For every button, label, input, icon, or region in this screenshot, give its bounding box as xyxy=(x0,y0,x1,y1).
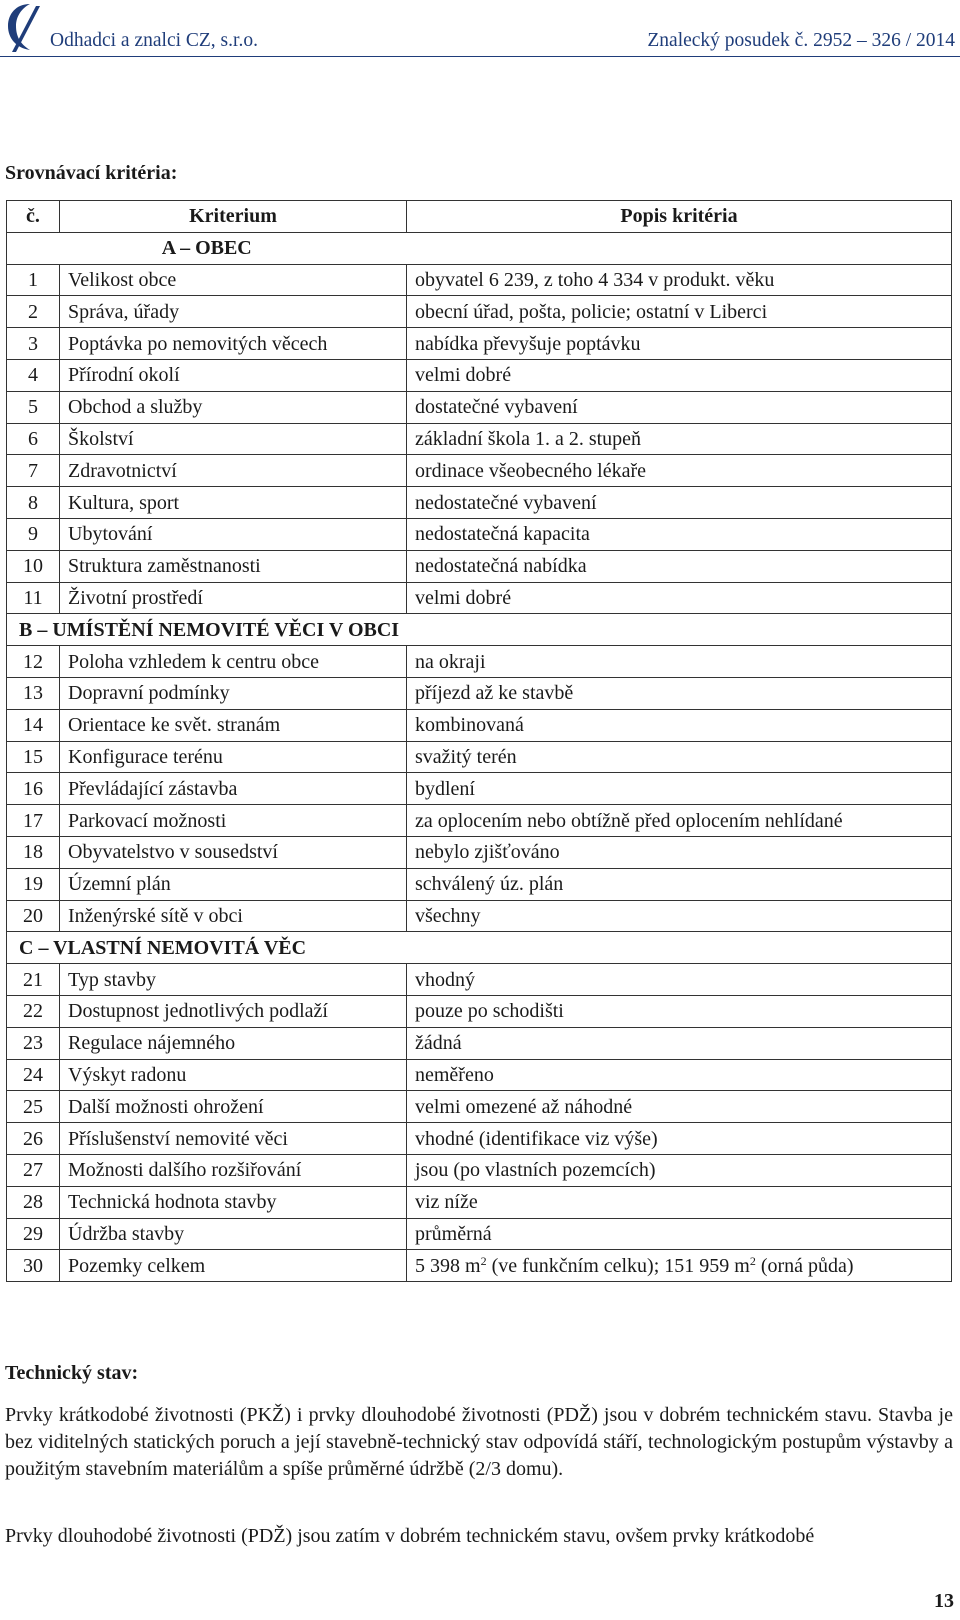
row-criterion: Výskyt radonu xyxy=(60,1059,407,1091)
row-description: obecní úřad, pošta, policie; ostatní v Liberci xyxy=(407,296,952,328)
row-criterion: Správa, úřady xyxy=(60,296,407,328)
row-criterion: Životní prostředí xyxy=(60,582,407,614)
row-criterion: Obyvatelstvo v sousedství xyxy=(60,836,407,868)
row-criterion: Inženýrské sítě v obci xyxy=(60,900,407,932)
row-description: velmi dobré xyxy=(407,582,952,614)
row-criterion: Možnosti dalšího rozšiřování xyxy=(60,1154,407,1186)
table-row xyxy=(7,773,952,805)
page-header xyxy=(0,0,960,58)
table-row xyxy=(7,518,952,550)
table-row xyxy=(7,582,952,614)
row-number: 13 xyxy=(7,677,60,709)
row-criterion: Přírodní okolí xyxy=(60,359,407,391)
table-row xyxy=(7,264,952,296)
table-row xyxy=(7,1059,952,1091)
table-row xyxy=(7,1250,952,1282)
row-description: dostatečné vybavení xyxy=(407,391,952,423)
row-description: všechny xyxy=(407,900,952,932)
header-number: č. xyxy=(7,201,60,233)
description-part: (ve funkčním celku); 151 959 m xyxy=(486,1254,750,1277)
header-criterion: Kriterium xyxy=(60,201,407,233)
row-criterion: Konfigurace terénu xyxy=(60,741,407,773)
company-logo-icon xyxy=(2,2,42,54)
row-number: 2 xyxy=(7,296,60,328)
header-divider xyxy=(0,56,960,57)
row-number: 22 xyxy=(7,995,60,1027)
section-c-title: C – VLASTNÍ NEMOVITÁ VĚC xyxy=(7,932,952,964)
row-criterion: Ubytování xyxy=(60,518,407,550)
row-number: 21 xyxy=(7,964,60,996)
row-criterion: Parkovací možnosti xyxy=(60,805,407,837)
company-name: Odhadci a znalci CZ, s.r.o. xyxy=(50,30,258,51)
row-description: průměrná xyxy=(407,1218,952,1250)
row-criterion: Regulace nájemného xyxy=(60,1027,407,1059)
row-number: 26 xyxy=(7,1123,60,1155)
row-description: vhodné (identifikace viz výše) xyxy=(407,1123,952,1155)
row-number: 29 xyxy=(7,1218,60,1250)
row-description: jsou (po vlastních pozemcích) xyxy=(407,1154,952,1186)
section-a-row xyxy=(7,232,952,264)
table-row xyxy=(7,805,952,837)
row-description: nedostatečné vybavení xyxy=(407,487,952,519)
row-number: 11 xyxy=(7,582,60,614)
table-row xyxy=(7,868,952,900)
row-description: žádná xyxy=(407,1027,952,1059)
table-row xyxy=(7,296,952,328)
technical-state-title: Technický stav: xyxy=(5,1362,139,1384)
row-description: příjezd až ke stavbě xyxy=(407,677,952,709)
table-row xyxy=(7,359,952,391)
row-number: 3 xyxy=(7,328,60,360)
row-description: nabídka převyšuje poptávku xyxy=(407,328,952,360)
row-criterion: Dostupnost jednotlivých podlaží xyxy=(60,995,407,1027)
table-row xyxy=(7,900,952,932)
row-criterion: Územní plán xyxy=(60,868,407,900)
row-number: 24 xyxy=(7,1059,60,1091)
row-criterion: Pozemky celkem xyxy=(60,1250,407,1282)
row-criterion: Velikost obce xyxy=(60,264,407,296)
header-description: Popis kritéria xyxy=(407,201,952,233)
row-number: 5 xyxy=(7,391,60,423)
row-description: velmi dobré xyxy=(407,359,952,391)
row-number: 25 xyxy=(7,1091,60,1123)
row-number: 20 xyxy=(7,900,60,932)
row-number: 4 xyxy=(7,359,60,391)
description-part: 5 398 m xyxy=(415,1254,481,1277)
table-row xyxy=(7,646,952,678)
superscript: 2 xyxy=(749,1253,756,1268)
row-number: 15 xyxy=(7,741,60,773)
section-b-title: B – UMÍSTĚNÍ NEMOVITÉ VĚCI V OBCI xyxy=(7,614,952,646)
row-criterion: Obchod a služby xyxy=(60,391,407,423)
row-number: 17 xyxy=(7,805,60,837)
row-number: 16 xyxy=(7,773,60,805)
row-description: na okraji xyxy=(407,646,952,678)
row-criterion: Údržba stavby xyxy=(60,1218,407,1250)
row-description: kombinovaná xyxy=(407,709,952,741)
section-c-row xyxy=(7,932,952,964)
row-description xyxy=(407,1250,952,1282)
row-criterion: Kultura, sport xyxy=(60,487,407,519)
table-row xyxy=(7,1091,952,1123)
table-row xyxy=(7,709,952,741)
row-criterion: Typ stavby xyxy=(60,964,407,996)
row-number: 27 xyxy=(7,1154,60,1186)
row-description: viz níže xyxy=(407,1186,952,1218)
row-criterion: Školství xyxy=(60,423,407,455)
table-row xyxy=(7,455,952,487)
row-number: 6 xyxy=(7,423,60,455)
row-description: nebylo zjišťováno xyxy=(407,836,952,868)
row-number: 23 xyxy=(7,1027,60,1059)
row-number: 10 xyxy=(7,550,60,582)
row-description: nedostatečná kapacita xyxy=(407,518,952,550)
table-row xyxy=(7,995,952,1027)
report-number: Znalecký posudek č. 2952 – 326 / 2014 xyxy=(647,30,955,51)
table-row xyxy=(7,391,952,423)
row-criterion: Převládající zástavba xyxy=(60,773,407,805)
row-description: schválený úz. plán xyxy=(407,868,952,900)
row-description: základní škola 1. a 2. stupeň xyxy=(407,423,952,455)
paragraph-2: Prvky dlouhodobé životnosti (PDŽ) jsou zatím v dobrém technickém stavu, ovšem prvky krátkodobé xyxy=(5,1525,815,1547)
row-number: 9 xyxy=(7,518,60,550)
row-description: velmi omezené až náhodné xyxy=(407,1091,952,1123)
row-criterion: Orientace ke svět. stranám xyxy=(60,709,407,741)
row-description: za oplocením nebo obtížně před oplocením nehlídané xyxy=(407,805,952,837)
table-row xyxy=(7,741,952,773)
table-row xyxy=(7,1186,952,1218)
table-row xyxy=(7,550,952,582)
row-number: 12 xyxy=(7,646,60,678)
row-description: pouze po schodišti xyxy=(407,995,952,1027)
row-criterion: Technická hodnota stavby xyxy=(60,1186,407,1218)
table-row xyxy=(7,1218,952,1250)
table-header-row xyxy=(7,201,952,233)
table-row xyxy=(7,964,952,996)
table-row xyxy=(7,677,952,709)
row-description: nedostatečná nabídka xyxy=(407,550,952,582)
row-criterion: Poptávka po nemovitých věcech xyxy=(60,328,407,360)
row-number: 18 xyxy=(7,836,60,868)
section-a-title: A – OBEC xyxy=(7,232,407,264)
row-description: bydlení xyxy=(407,773,952,805)
row-number: 1 xyxy=(7,264,60,296)
row-criterion: Struktura zaměstnanosti xyxy=(60,550,407,582)
row-criterion: Příslušenství nemovité věci xyxy=(60,1123,407,1155)
row-description: obyvatel 6 239, z toho 4 334 v produkt. věku xyxy=(407,264,952,296)
paragraph-1: Prvky krátkodobé životnosti (PKŽ) i prvky dlouhodobé životnosti (PDŽ) jsou v dobrém technickém stavu. Stavba je bez viditelných statických poruch a její stavebně-technický stav odpovídá stáří, technologickým postupům výstavby a použitým stavebním materiálům a spíše průměrné údržbě (2/3 domu). xyxy=(5,1404,953,1480)
criteria-table xyxy=(6,200,952,1282)
row-number: 30 xyxy=(7,1250,60,1282)
criteria-title: Srovnávací kritéria: xyxy=(5,162,178,184)
table-row xyxy=(7,1154,952,1186)
row-description: ordinace všeobecného lékaře xyxy=(407,455,952,487)
superscript: 2 xyxy=(480,1253,487,1268)
row-number: 7 xyxy=(7,455,60,487)
row-description: vhodný xyxy=(407,964,952,996)
table-row xyxy=(7,1027,952,1059)
table-row xyxy=(7,487,952,519)
row-description: svažitý terén xyxy=(407,741,952,773)
row-number: 14 xyxy=(7,709,60,741)
description-part: (orná půda) xyxy=(755,1254,854,1277)
row-number: 19 xyxy=(7,868,60,900)
section-b-row xyxy=(7,614,952,646)
table-row xyxy=(7,423,952,455)
table-row xyxy=(7,1123,952,1155)
table-row xyxy=(7,328,952,360)
row-criterion: Dopravní podmínky xyxy=(60,677,407,709)
row-description: neměřeno xyxy=(407,1059,952,1091)
row-criterion: Poloha vzhledem k centru obce xyxy=(60,646,407,678)
table-row xyxy=(7,836,952,868)
row-number: 8 xyxy=(7,487,60,519)
row-number: 28 xyxy=(7,1186,60,1218)
row-criterion: Zdravotnictví xyxy=(60,455,407,487)
page-number: 13 xyxy=(934,1590,954,1612)
row-criterion: Další možnosti ohrožení xyxy=(60,1091,407,1123)
